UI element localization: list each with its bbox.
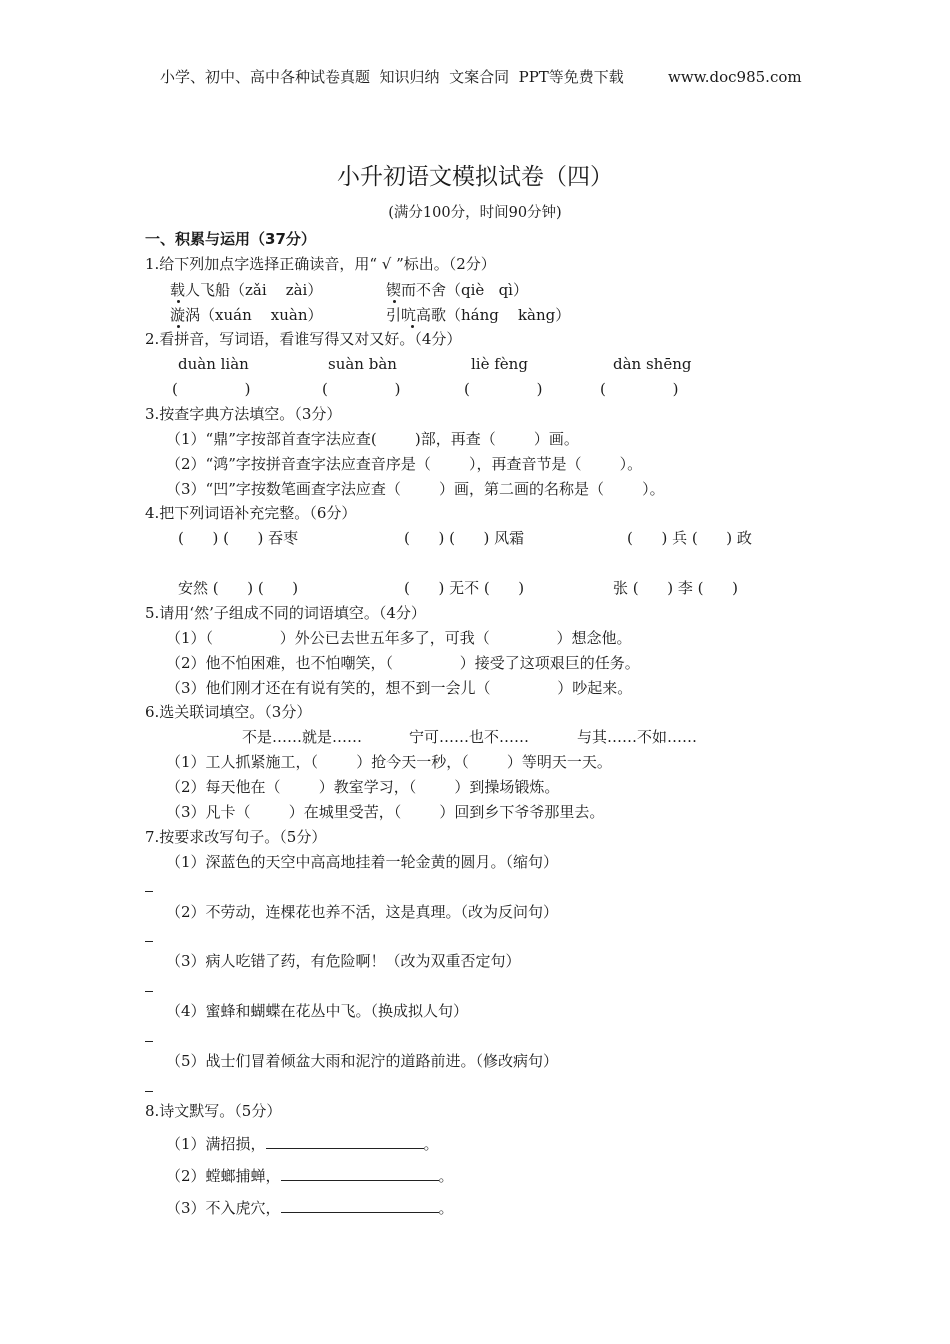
- q8-end: 。: [438, 1167, 454, 1185]
- page-header-text: 小学、初中、高中各种试卷真题 知识归纳 文案合同 PPT等免费下载: [160, 68, 624, 86]
- q5-item: （1）（ ）外公已去世五年多了，可我（ ）想念他。: [166, 629, 632, 647]
- q4-idiom: ( ) 无不 ( ): [404, 579, 525, 597]
- q2-pinyin: duàn liàn: [178, 355, 249, 373]
- q3-item: （1）“鼎”字按部首查字法应查( )部，再查（ ）画。: [166, 430, 579, 448]
- q7-item: （1）深蓝色的天空中高高地挂着一轮金黄的圆月。（缩句）: [166, 853, 559, 871]
- answer-line[interactable]: [145, 991, 153, 992]
- fill-blank[interactable]: [281, 1198, 439, 1213]
- q6-item: （2）每天他在（ ）教室学习，（ ）到操场锻炼。: [166, 778, 560, 796]
- answer-line[interactable]: [145, 941, 153, 942]
- q6-option: 宁可……也不……: [409, 728, 530, 746]
- q8-text: （3）不入虎穴，: [166, 1199, 281, 1217]
- q2-answer-blank[interactable]: ( ): [600, 380, 679, 398]
- q1-item: 载人飞船（zǎi zài）: [170, 281, 323, 299]
- q7-prompt: 7.按要求改写句子。（5分）: [145, 828, 327, 846]
- q6-option: 与其……不如……: [577, 728, 698, 746]
- q6-prompt: 6.选关联词填空。（3分）: [145, 703, 312, 721]
- q2-prompt: 2.看拼音，写词语，看谁写得又对又好。（4分）: [145, 330, 462, 348]
- q5-item: （3）他们刚才还在有说有笑的，想不到一会儿（ ）吵起来。: [166, 679, 633, 697]
- q5-prompt: 5.请用‘然’子组成不同的词语填空。（4分）: [145, 604, 426, 622]
- q1-item: 引吭高歌（háng kàng）: [386, 306, 571, 324]
- q2-pinyin: liè fèng: [471, 355, 528, 373]
- q2-answer-blank[interactable]: ( ): [172, 380, 251, 398]
- q8-item: [166, 1198, 454, 1216]
- answer-line[interactable]: [145, 1041, 153, 1042]
- page-subtitle: (满分100分，时间90分钟): [388, 205, 562, 221]
- q8-item: [166, 1134, 439, 1152]
- answer-line[interactable]: [145, 1091, 153, 1092]
- q3-prompt: 3.按查字典方法填空。（3分）: [145, 405, 342, 423]
- q4-idiom: ( ) ( ) 吞枣: [178, 529, 299, 547]
- q1-item: 漩涡（xuán xuàn）: [170, 306, 323, 324]
- q8-item: [166, 1166, 454, 1184]
- q7-item: （5）战士们冒着倾盆大雨和泥泞的道路前进。（修改病句）: [166, 1052, 559, 1070]
- page-title: 小升初语文模拟试卷（四）: [337, 164, 613, 190]
- q4-idiom: ( ) ( ) 风霜: [404, 529, 525, 547]
- fill-blank[interactable]: [266, 1134, 424, 1149]
- emphasis-dot: [177, 300, 180, 303]
- page-header-url: www.doc985.com: [668, 68, 802, 86]
- answer-line[interactable]: [145, 891, 153, 892]
- q6-option: 不是……就是……: [242, 728, 363, 746]
- q3-item: （3）“凹”字按数笔画查字法应查（ ）画，第二画的名称是（ ）。: [166, 480, 665, 498]
- q8-text: （1）满招损，: [166, 1135, 266, 1153]
- q8-end: 。: [438, 1199, 454, 1217]
- q6-item: （3）凡卡（ ）在城里受苦，（ ）回到乡下爷爷那里去。: [166, 803, 605, 821]
- q1-item: 锲而不舍（qiè qì）: [386, 281, 528, 299]
- q2-answer-blank[interactable]: ( ): [322, 380, 401, 398]
- q8-prompt: 8.诗文默写。（5分）: [145, 1102, 282, 1120]
- section-heading: 一、积累与运用（37分）: [145, 230, 316, 248]
- q4-idiom: ( ) 兵 ( ) 政: [627, 529, 752, 547]
- q1-prompt: 1.给下列加点字选择正确读音，用“ √ ”标出。（2分）: [145, 255, 496, 273]
- q7-item: （3）病人吃错了药，有危险啊！（改为双重否定句）: [166, 952, 521, 970]
- q4-prompt: 4.把下列词语补充完整。（6分）: [145, 504, 357, 522]
- q4-idiom: 张 ( ) 李 ( ): [613, 579, 738, 597]
- q8-text: （2）螳螂捕蝉，: [166, 1167, 281, 1185]
- q5-item: （2）他不怕困难，也不怕嘲笑，（ ）接受了这项艰巨的任务。: [166, 654, 640, 672]
- q2-pinyin: suàn bàn: [328, 355, 397, 373]
- q6-item: （1）工人抓紧施工，（ ）抢今天一秒，（ ）等明天一天。: [166, 753, 612, 771]
- q7-item: （4）蜜蜂和蝴蝶在花丛中飞。（换成拟人句）: [166, 1002, 469, 1020]
- emphasis-dot: [411, 325, 414, 328]
- emphasis-dot: [177, 325, 180, 328]
- emphasis-dot: [393, 300, 396, 303]
- q7-item: （2）不劳动，连棵花也养不活，这是真理。（改为反问句）: [166, 903, 559, 921]
- fill-blank[interactable]: [281, 1166, 439, 1181]
- q4-idiom: 安然 ( ) ( ): [178, 579, 299, 597]
- q8-end: 。: [423, 1135, 439, 1153]
- q2-pinyin: dàn shēng: [613, 355, 692, 373]
- q2-answer-blank[interactable]: ( ): [464, 380, 543, 398]
- q3-item: （2）“鸿”字按拼音查字法应查音序是（ ），再查音节是（ ）。: [166, 455, 643, 473]
